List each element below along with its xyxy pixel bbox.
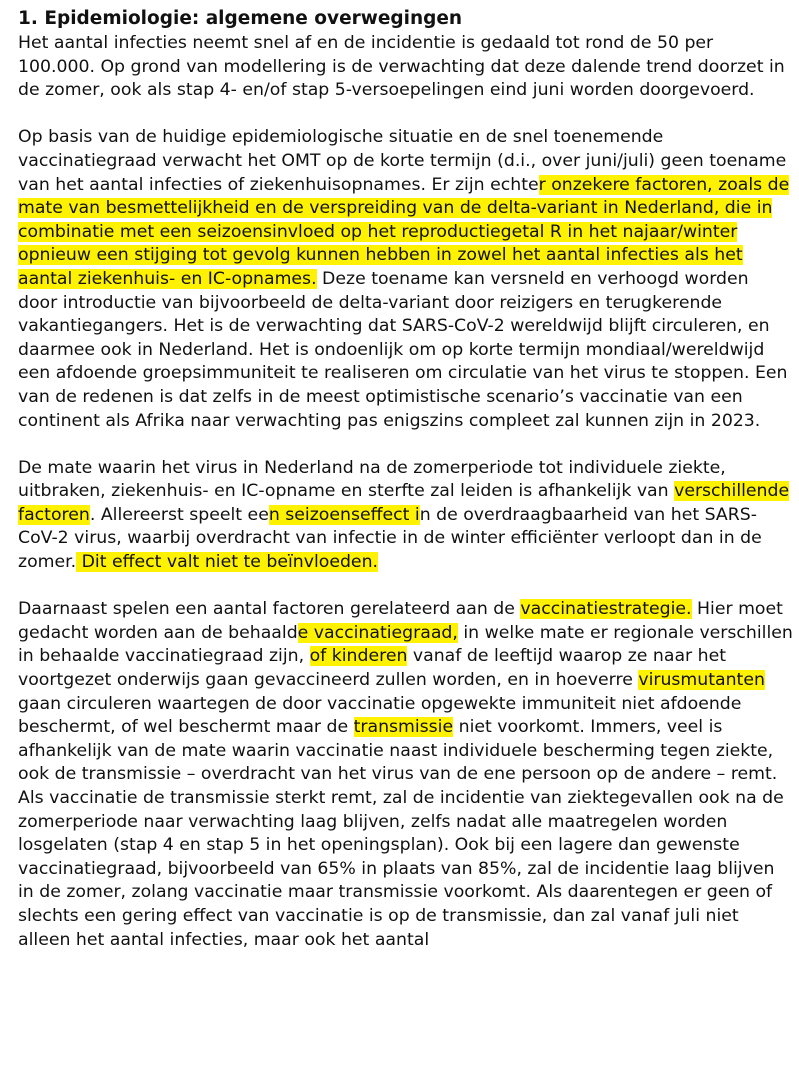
paragraph-4-text-f: niet voorkomt. Immers, veel is afhankelijk van de mate waarin vaccinatie naast individuele bescherming tegen ziekte, ook de transmissie – overdracht van het virus van de ene persoon op de andere – remt. Als vaccinatie de transmissie sterkt remt, zal de incidentie van ziektegevallen ook na de zomerperiode naar verwachting laag blijven, zelfs nadat alle maatregelen worden losgelaten (stap 4 en stap 5 in het openingsplan). Ook bij een lagere dan gewenste vaccinatiegraad, bijvoorbeeld van 65% in plaats van 85%, zal de incidentie laag blijven in de zomer, zolang vaccinatie maar transmissie voorkomt. Als daarentegen er geen of slechts een gering effect van vaccinatie is op de transmissie, dan zal vanaf juli niet alleen het aantal infecties, maar ook het aantal: [18, 717, 784, 950]
paragraph-4-text-e: gaan circuleren waartegen de door vaccinatie opgewekte immuniteit niet afdoende beschermt, of wel beschermt maar de: [18, 693, 742, 738]
paragraph-3-text-c: n de overdraagbaarheid van het SARS-CoV-2 virus, waarbij overdracht van infectie in de winter efficiënter verloopt dan in de zomer.: [18, 504, 762, 573]
paragraph-3: [18, 457, 793, 575]
paragraph-2: [18, 126, 793, 433]
highlight-seizoenseffect: n seizoenseffect i: [268, 504, 420, 525]
highlight-verschillende-factoren: verschillende factoren: [18, 481, 790, 525]
highlight-transmissie: transmissie: [353, 717, 454, 738]
highlight-virusmutanten: virusmutanten: [638, 670, 765, 691]
highlight-kinderen: of kinderen: [309, 646, 408, 667]
paragraph-3-text-b: . Allereerst speelt ee: [89, 504, 269, 525]
paragraph-4-text-a: Daarnaast spelen een aantal factoren gerelateerd aan de: [18, 599, 521, 620]
paragraph-4-text-d: vanaf de leeftijd waarop ze naar het voortgezet onderwijs gaan gevaccineerd zullen worden, en in hoeverre: [18, 646, 726, 691]
paragraph-4-text-b: Hier moet gedacht worden aan de behaald: [18, 599, 783, 643]
paragraph-2-text-b: Deze toename kan versneld en verhoogd worden door introductie van bijvoorbeeld de delta-variant door reizigers en terugkerende vakantiegangers. Het is de verwachting dat SARS-CoV-2 wereldwijd blijft circuleren, en daarmee ook in Nederland. Het is ondoenlijk om op korte termijn mondiaal/wereldwijd een afdoende groepsimmuniteit te realiseren om circulatie van het virus te stoppen. Een van de redenen is dat zelfs in de meest optimistische scenario’s vaccinatie van een continent als Afrika naar verwachting pas enigszins compleet zal kunnen zijn in 2023.: [18, 268, 788, 431]
highlight-uncertain-factors: r onzekere factoren, zoals de mate van besmettelijkheid en de verspreiding van de delta-variant in Nederland, die in combinatie met een seizoensinvloed op het reproductiegetal R in het najaar/winter opnieuw een stijging tot gevolg kunnen hebben in zowel het aantal infecties als het aantal ziekenhuis- en IC-opnames.: [18, 174, 790, 289]
paragraph-3-text-a: De mate waarin het virus in Nederland na de zomerperiode tot individuele ziekte, uitbraken, ziekenhuis- en IC-opname en sterfte zal leiden is afhankelijk van: [18, 457, 726, 502]
highlight-vaccinatiegraad: e vaccinatiegraad,: [297, 622, 458, 643]
section-heading: 1. Epidemiologie: algemene overwegingen: [18, 8, 463, 29]
paragraph-1: Het aantal infecties neemt snel af en de incidentie is gedaald tot rond de 50 per 100.000. Op grond van modellering is de verwachting dat deze dalende trend doorzet in de zomer, ook als stap 4- en/of stap 5-versoepelingen eind juni worden doorgevoerd.: [18, 33, 785, 101]
paragraph-2-text-a: Op basis van de huidige epidemiologische situatie en de snel toenemende vaccinatiegraad verwacht het OMT op de korte termijn (d.i., over juni/juli) geen toename van het aantal infecties of ziekenhuisopnames. Er zijn echte: [18, 127, 787, 195]
paragraph-4: [18, 598, 793, 952]
paragraph-4-text-c: in welke mate er regionale verschillen in behaalde vaccinatiegraad zijn,: [18, 622, 793, 667]
highlight-vaccinatiestrategie: vaccinatiestrategie.: [520, 599, 692, 620]
highlight-niet-beinvloeden: Dit effect valt niet te beïnvloeden.: [76, 552, 379, 573]
document-page: [18, 6, 793, 976]
